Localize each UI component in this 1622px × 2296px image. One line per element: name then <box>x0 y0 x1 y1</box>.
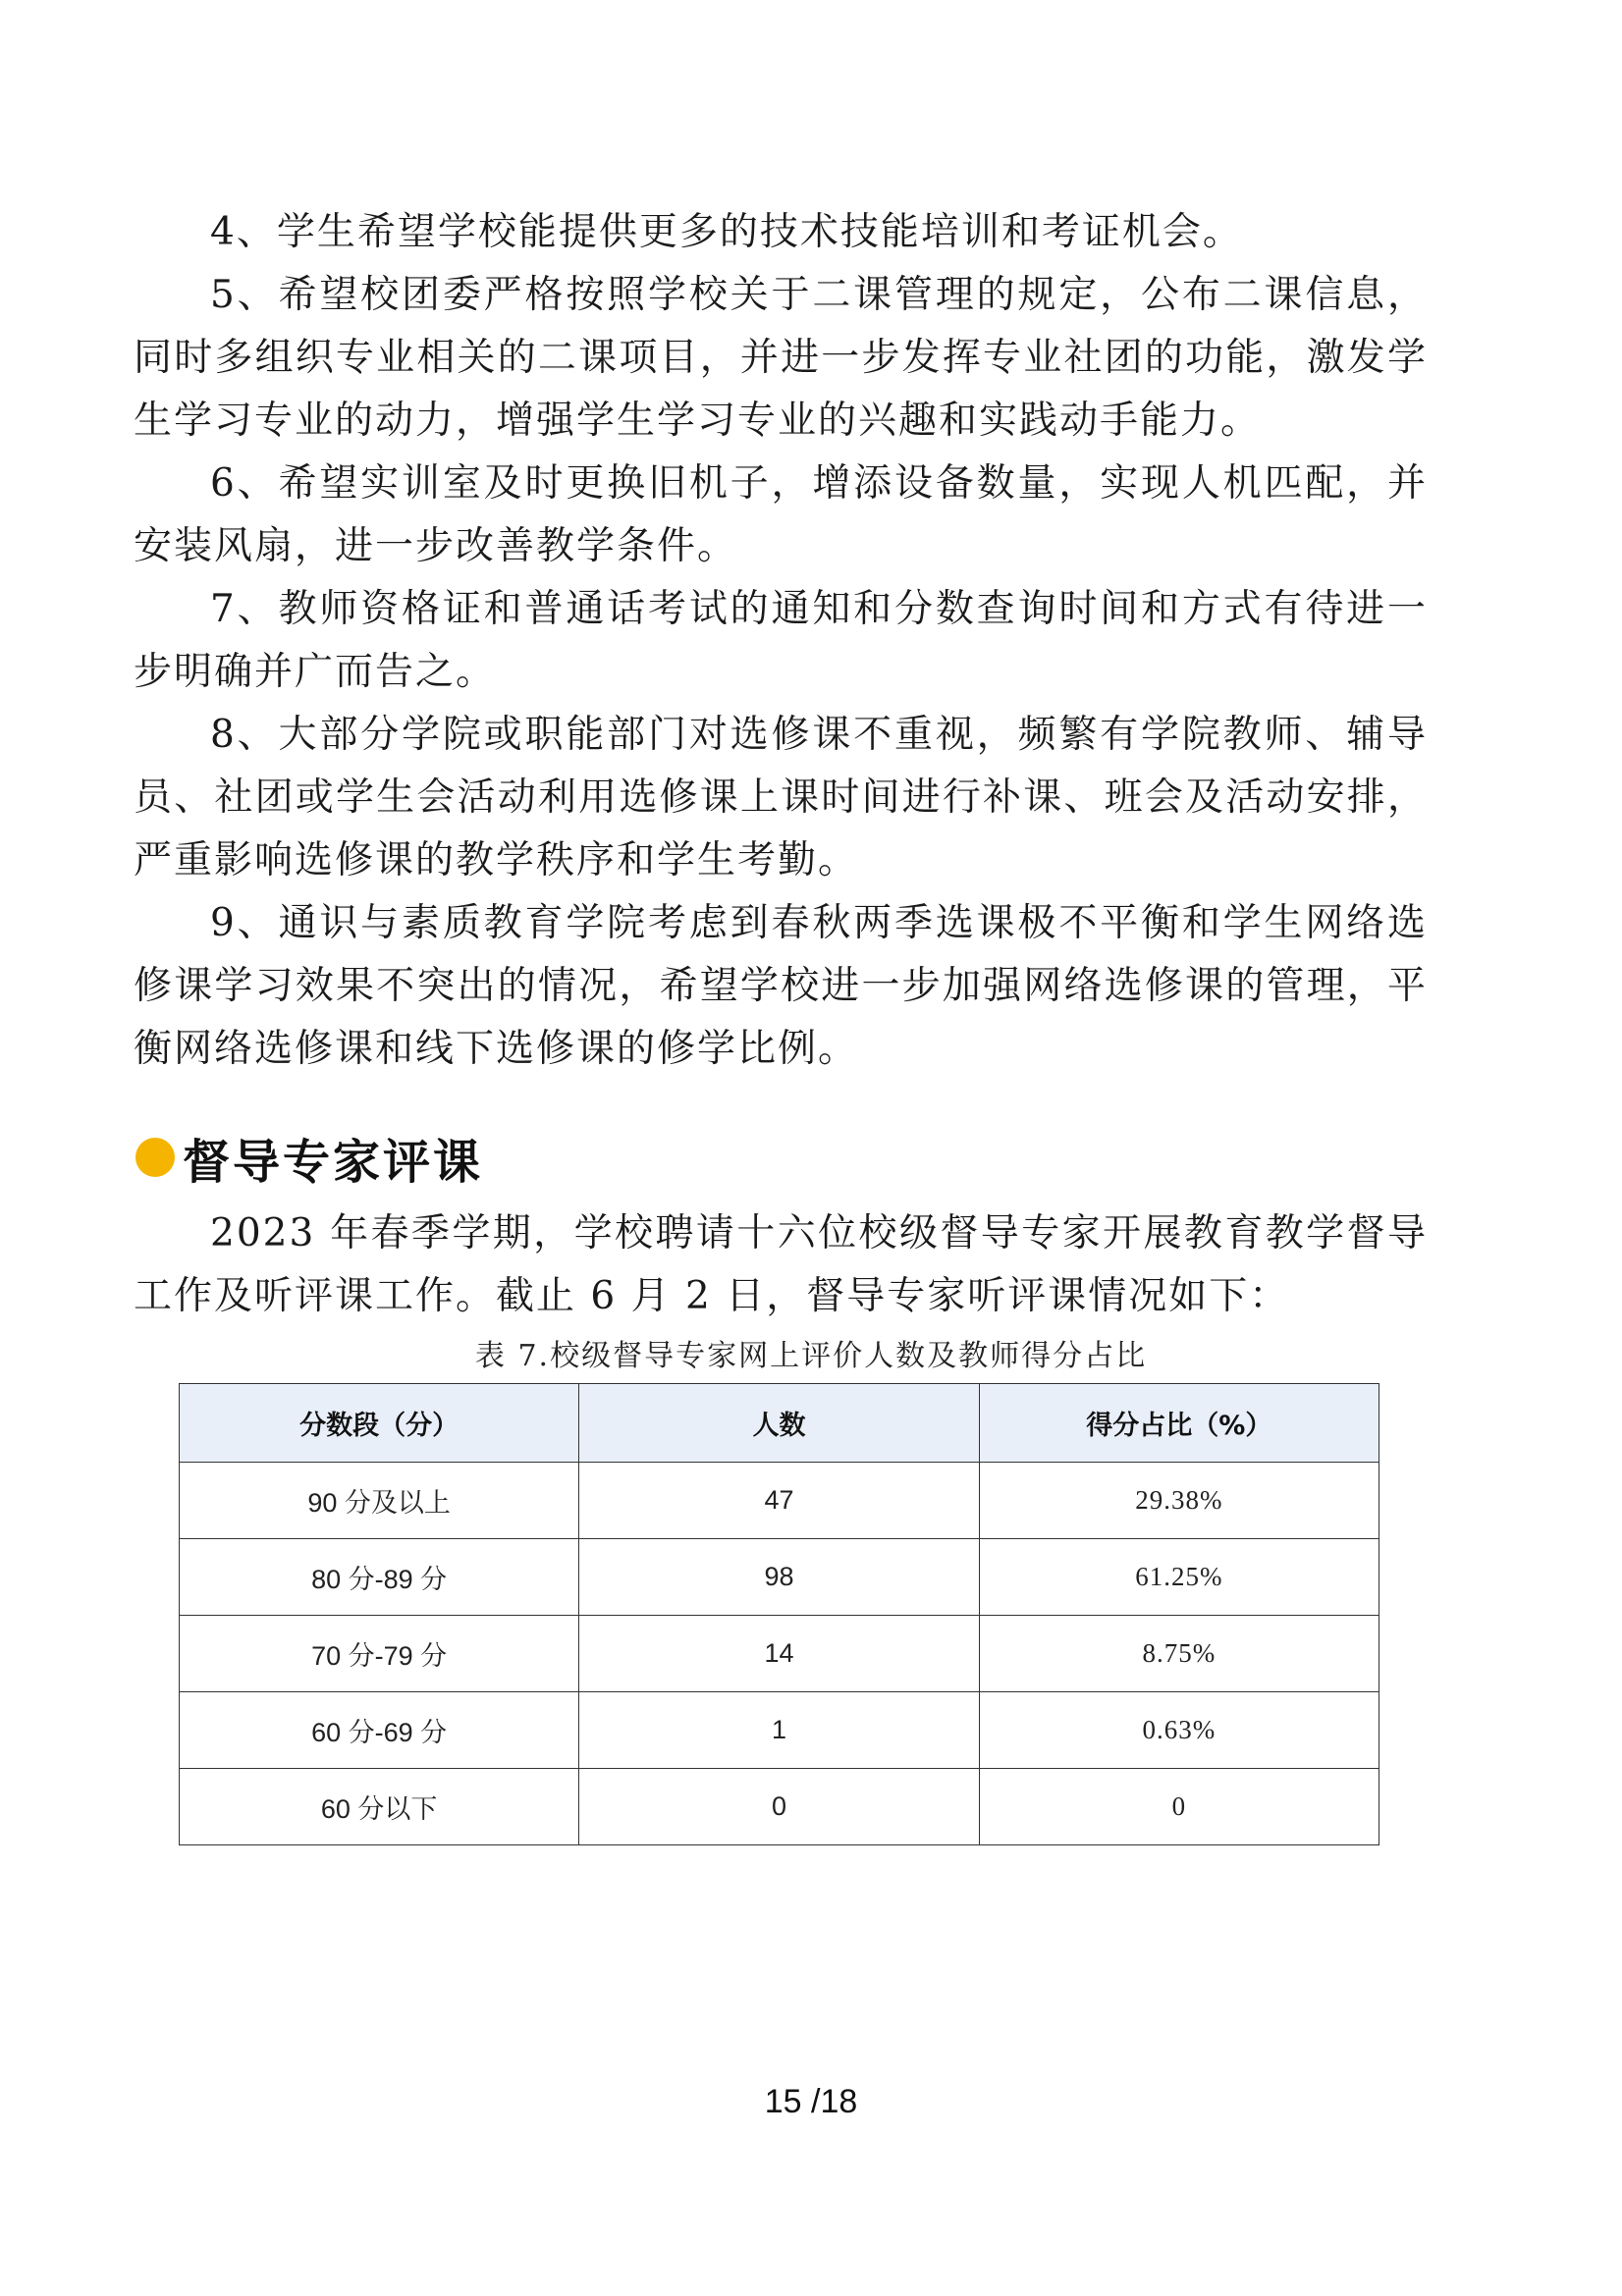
table-header-row <box>180 1384 1379 1463</box>
page-number: 15 /18 <box>764 2083 858 2120</box>
header-percentage: 得分占比（%） <box>979 1384 1379 1463</box>
score-distribution-table <box>179 1383 1379 1845</box>
cell-percentage: 0.63% <box>979 1692 1379 1769</box>
cell-score-range: 60 分-69 分 <box>180 1692 579 1769</box>
cell-score-range: 80 分-89 分 <box>180 1539 579 1616</box>
table-row <box>180 1539 1379 1616</box>
suggestion-item: 7、教师资格证和普通话考试的通知和分数查询时间和方式有待进一步明确并广而告之。 <box>134 587 1428 694</box>
suggestion-item: 5、希望校团委严格按照学校关于二课管理的规定，公布二课信息，同时多组织专业相关的二课项目，并进一步发挥专业社团的功能，激发学生学习专业的动力，增强学生学习专业的兴趣和实践动手能力。 <box>134 273 1428 443</box>
header-score-range: 分数段（分） <box>180 1384 579 1463</box>
table-row <box>180 1769 1379 1845</box>
cell-count: 47 <box>579 1463 979 1539</box>
suggestion-list <box>134 201 1428 1081</box>
cell-score-range: 90 分及以上 <box>180 1463 579 1539</box>
table-row <box>180 1463 1379 1539</box>
bullet-dot-icon <box>135 1138 175 1177</box>
suggestion-item: 9、通识与素质教育学院考虑到春秋两季选课极不平衡和学生网络选修课学习效果不突出的情况，希望学校进一步加强网络选修课的管理，平衡网络选修课和线下选修课的修学比例。 <box>134 901 1428 1071</box>
section-heading <box>135 1123 483 1192</box>
cell-count: 98 <box>579 1539 979 1616</box>
cell-percentage: 29.38% <box>979 1463 1379 1539</box>
table-row <box>180 1616 1379 1692</box>
cell-percentage: 61.25% <box>979 1539 1379 1616</box>
cell-count: 14 <box>579 1616 979 1692</box>
cell-score-range: 60 分以下 <box>180 1769 579 1845</box>
cell-count: 1 <box>579 1692 979 1769</box>
suggestion-item: 6、希望实训室及时更换旧机子，增添设备数量，实现人机匹配，并安装风扇，进一步改善教学条件。 <box>134 461 1428 568</box>
section-intro <box>134 1202 1428 1328</box>
header-count: 人数 <box>579 1384 979 1463</box>
cell-percentage: 0 <box>979 1769 1379 1845</box>
suggestion-item: 4、学生希望学校能提供更多的技术技能培训和考证机会。 <box>210 210 1243 254</box>
cell-score-range: 70 分-79 分 <box>180 1616 579 1692</box>
suggestion-item: 8、大部分学院或职能部门对选修课不重视，频繁有学院教师、辅导员、社团或学生会活动利用选修课上课时间进行补课、班会及活动安排，严重影响选修课的教学秩序和学生考勤。 <box>134 713 1428 882</box>
table-caption: 表 7.校级督导专家网上评价人数及教师得分占比 <box>474 1339 1148 1373</box>
intro-paragraph: 2023 年春季学期，学校聘请十六位校级督导专家开展教育教学督导工作及听评课工作。截止 6 月 2 日，督导专家听评课情况如下： <box>134 1211 1428 1318</box>
cell-count: 0 <box>579 1769 979 1845</box>
table-row <box>180 1692 1379 1769</box>
section-title: 督导专家评课 <box>183 1134 484 1190</box>
cell-percentage: 8.75% <box>979 1616 1379 1692</box>
